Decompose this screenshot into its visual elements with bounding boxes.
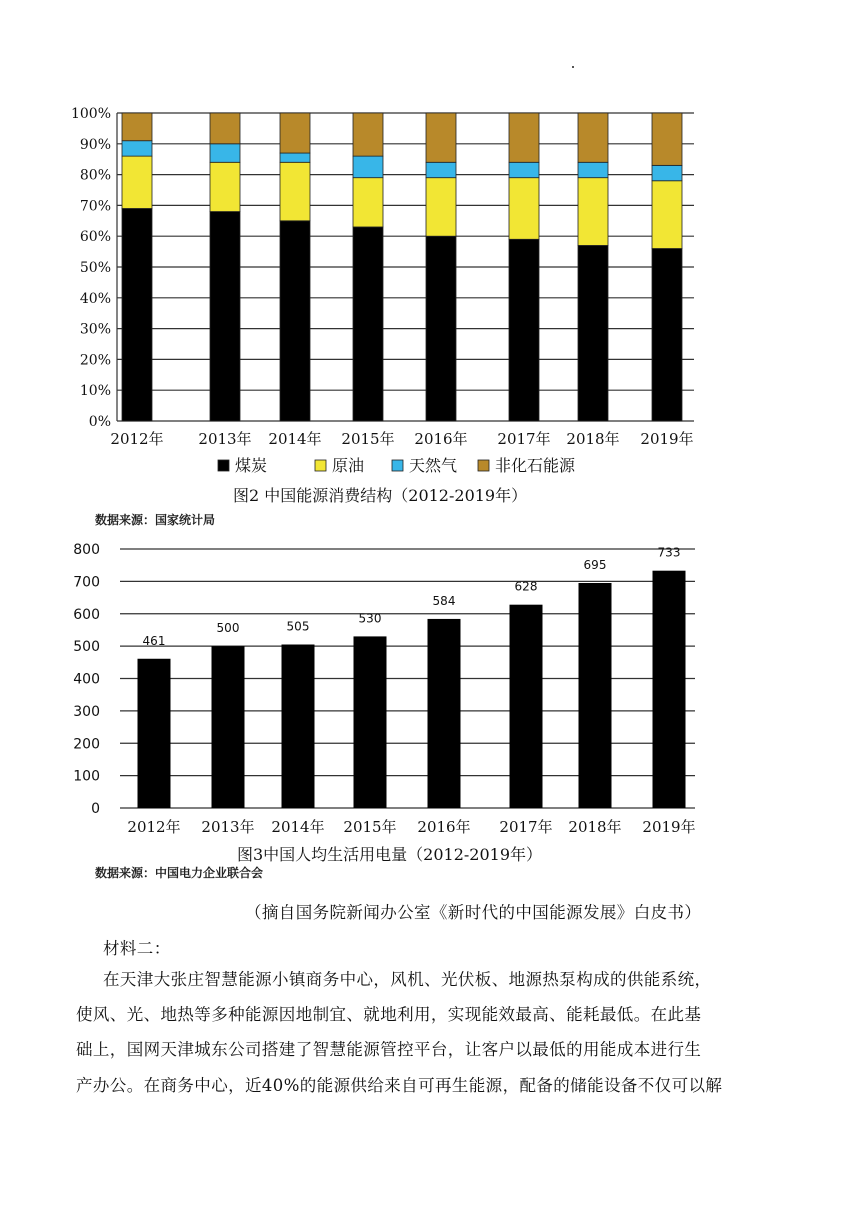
x-tick-label: 2016年 xyxy=(414,430,468,448)
y-tick-label: 700 xyxy=(73,574,100,591)
bar xyxy=(510,605,543,808)
x-tick-label: 2015年 xyxy=(343,818,397,836)
x-tick-label: 2016年 xyxy=(417,818,471,836)
legend-label: 原油 xyxy=(332,456,365,475)
y-tick-label: 300 xyxy=(73,703,100,720)
paragraph-line: 使风、光、地热等多种能源因地制宜、就地利用，实现能效最高、能耗最低。在此基 xyxy=(76,1005,702,1024)
x-tick-label: 2017年 xyxy=(497,430,551,448)
y-tick-label: 800 xyxy=(73,542,100,558)
data-label: 695 xyxy=(583,557,607,572)
x-tick-label: 2014年 xyxy=(268,430,322,448)
material-heading: 材料二： xyxy=(103,939,171,958)
paragraph-line: 产办公。在商务中心，近40%的能源供给来自可再生能源，配备的储能设备不仅可以解 xyxy=(76,1076,723,1095)
bar xyxy=(579,583,612,808)
data-label: 733 xyxy=(657,545,681,560)
y-tick-label: 60% xyxy=(79,229,111,246)
y-tick-label: 10% xyxy=(79,383,111,400)
y-tick-label: 20% xyxy=(79,352,111,369)
bar xyxy=(653,571,686,808)
x-tick-label: 2019年 xyxy=(640,430,694,448)
x-tick-label: 2019年 xyxy=(642,818,696,836)
y-tick-label: 50% xyxy=(79,260,111,276)
data-label: 505 xyxy=(286,619,310,634)
data-label: 530 xyxy=(358,611,382,626)
x-tick-label: 2015年 xyxy=(341,430,395,448)
y-tick-label: 70% xyxy=(79,198,111,215)
bar xyxy=(212,646,245,808)
citation: （摘自国务院新闻办公室《新时代的中国能源发展》白皮书） xyxy=(245,903,702,922)
x-tick-label: 2013年 xyxy=(198,430,252,448)
y-tick-label: 0% xyxy=(88,414,111,430)
data-label: 584 xyxy=(432,593,456,608)
bar xyxy=(138,659,171,808)
y-tick-label: 40% xyxy=(79,290,111,307)
y-tick-label: 100% xyxy=(70,106,111,122)
x-tick-label: 2018年 xyxy=(568,818,622,836)
y-tick-label: 80% xyxy=(79,167,111,184)
x-tick-label: 2018年 xyxy=(566,430,620,448)
data-label: 500 xyxy=(216,621,240,636)
chart2-title: 图3中国人均生活用电量（2012-2019年） xyxy=(237,845,543,864)
x-tick-label: 2012年 xyxy=(127,818,181,836)
x-tick-label: 2013年 xyxy=(201,818,255,836)
y-tick-label: 100 xyxy=(73,768,100,785)
y-tick-label: 500 xyxy=(73,639,100,656)
y-tick-label: 0 xyxy=(91,801,100,817)
y-tick-label: 200 xyxy=(73,736,100,753)
x-tick-label: 2012年 xyxy=(110,430,164,448)
legend-label: 非化石能源 xyxy=(495,456,576,475)
x-tick-label: 2014年 xyxy=(271,818,325,836)
chart1-source: 数据来源：国家统计局 xyxy=(95,513,216,527)
chart2-source: 数据来源：中国电力企业联合会 xyxy=(95,866,264,880)
bar xyxy=(428,619,461,808)
data-label: 628 xyxy=(514,579,538,594)
y-tick-label: 600 xyxy=(73,606,100,623)
paragraph-line: 在天津大张庄智慧能源小镇商务中心，风机、光伏板、地源热泵构成的供能系统， xyxy=(103,970,712,989)
y-tick-label: 90% xyxy=(79,136,111,153)
y-tick-label: 30% xyxy=(79,321,111,338)
paragraph-line: 础上，国网天津城东公司搭建了智慧能源管控平台，让客户以最低的用能成本进行生 xyxy=(76,1040,702,1059)
data-label: 461 xyxy=(142,633,166,648)
legend-label: 煤炭 xyxy=(235,456,268,475)
chart1-title: 图2 中国能源消费结构（2012-2019年） xyxy=(233,486,528,505)
x-tick-label: 2017年 xyxy=(499,818,553,836)
legend-label: 天然气 xyxy=(409,456,458,475)
y-tick-label: 400 xyxy=(73,671,100,688)
bar xyxy=(354,636,387,808)
bar xyxy=(282,645,315,808)
